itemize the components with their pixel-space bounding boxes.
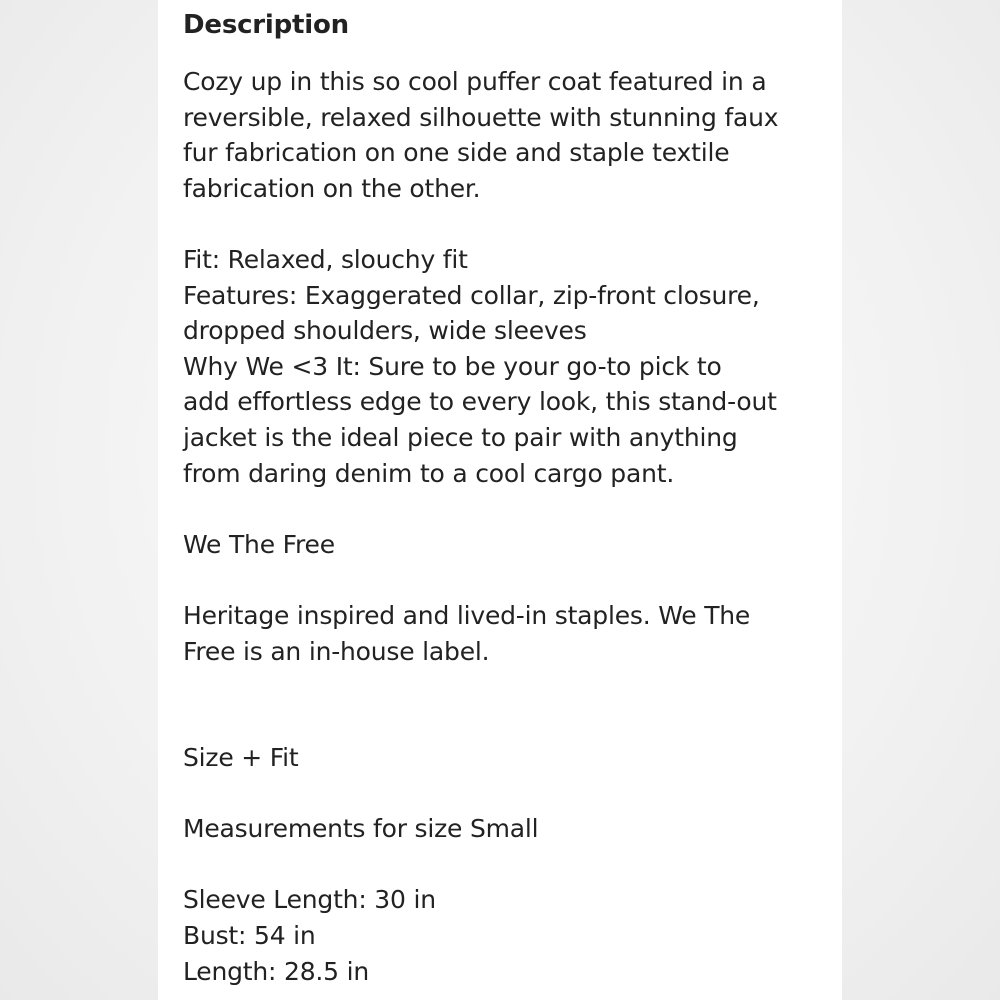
details-paragraph xyxy=(183,242,823,491)
measurements-list xyxy=(183,882,823,989)
measurement-item: Sleeve Length: 30 in xyxy=(183,885,436,915)
measurement-item: Length: 28.5 in xyxy=(183,956,370,986)
details-line: Fit: Relaxed, slouchy fit xyxy=(183,244,468,274)
details-line: Features: Exaggerated collar, zip-front closure, xyxy=(183,280,760,310)
brand-line: Free is an in-house label. xyxy=(183,636,490,666)
size-fit-heading xyxy=(183,740,823,776)
details-line: dropped shoulders, wide sleeves xyxy=(183,316,587,346)
size-fit-heading-text: Size + Fit xyxy=(183,743,299,773)
details-line: from daring denim to a cool cargo pant. xyxy=(183,458,675,488)
intro-line: fabrication on the other. xyxy=(183,173,481,203)
measurement-item: Bust: 54 in xyxy=(183,921,316,951)
intro-line: reversible, relaxed silhouette with stunning faux xyxy=(183,102,779,132)
intro-line: fur fabrication on one side and staple textile xyxy=(183,138,730,168)
description-heading: Description xyxy=(183,10,349,40)
intro-line: Cozy up in this so cool puffer coat featured in a xyxy=(183,67,767,96)
details-line: add effortless edge to every look, this stand-out xyxy=(183,387,777,417)
description-content xyxy=(183,6,823,989)
measurements-title xyxy=(183,811,823,847)
intro-paragraph xyxy=(183,64,823,206)
measurements-title-text: Measurements for size Small xyxy=(183,814,539,844)
details-line: Why We <3 It: Sure to be your go-to pick to xyxy=(183,351,722,381)
brand-line: Heritage inspired and lived-in staples. We The xyxy=(183,600,751,630)
brand-name-text: We The Free xyxy=(183,529,335,559)
brand-name xyxy=(183,527,823,563)
details-line: jacket is the ideal piece to pair with anything xyxy=(183,422,738,452)
brand-paragraph xyxy=(183,598,823,669)
